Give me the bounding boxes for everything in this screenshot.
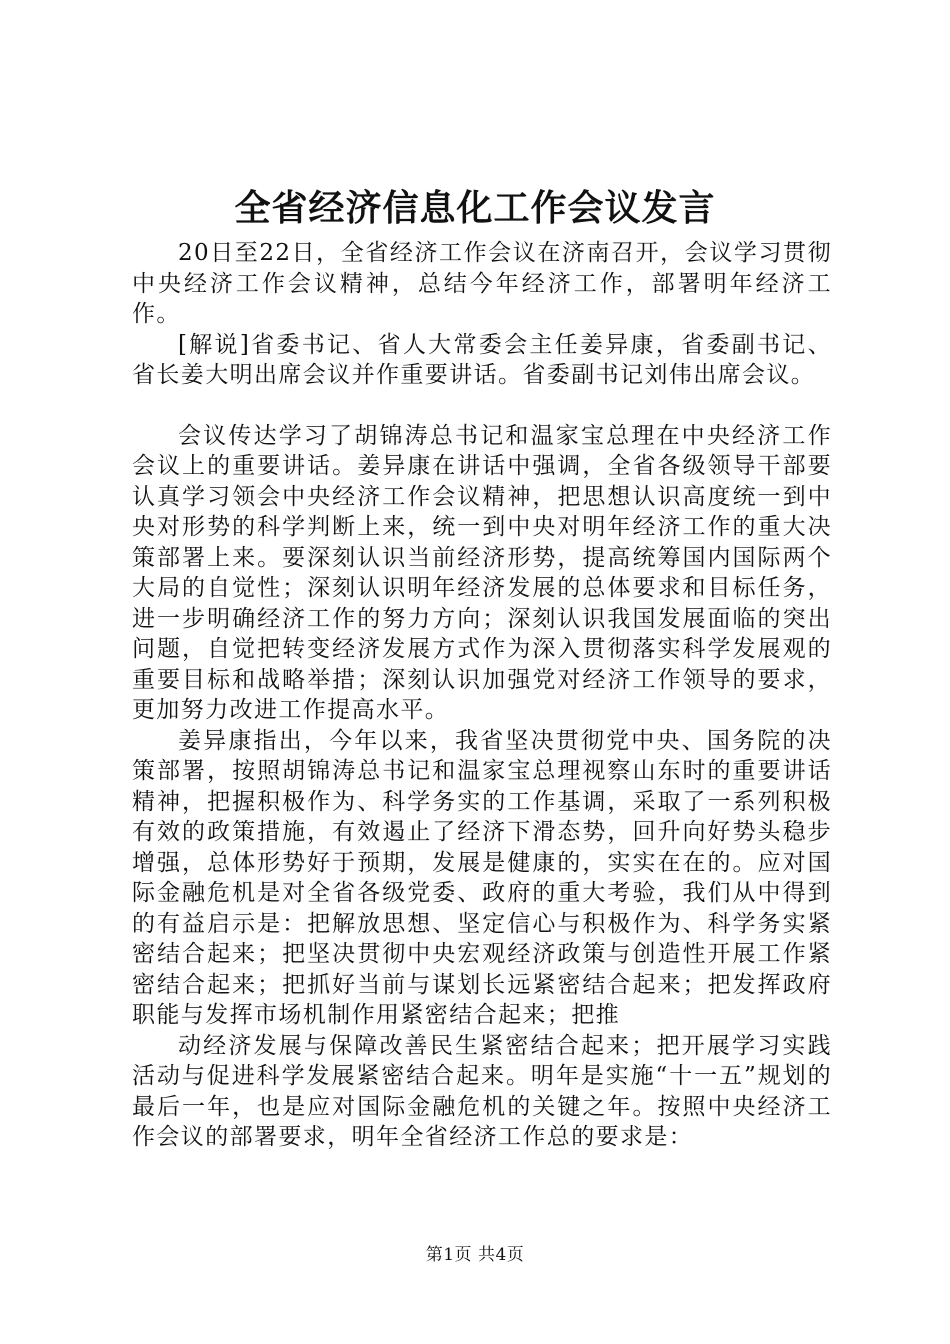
paragraph-3: 会议传达学习了胡锦涛总书记和温家宝总理在中央经济工作会议上的重要讲话。姜异康在讲话中强调，全省各级领导干部要认真学习领会中央经济工作会议精神，把思想认识高度统一到中央对形势的科学判断上来，统一到中央对明年经济工作的重大决策部署上来。要深刻认识当前经济形势，提高统筹国内国际两个大局的自觉性；深刻认识明年经济发展的总体要求和目标任务，进一步明确经济工作的努力方向；深刻认识我国发展面临的突出问题，自觉把转变经济发展方式作为深入贯彻落实科学发展观的重要目标和战略举措；深刻认识加强党对经济工作领导的要求，更加努力改进工作提高水平。 xyxy=(132,422,832,723)
document-body xyxy=(132,238,832,1153)
paragraph-2: [解说]省委书记、省人大常委会主任姜异康，省委副书记、省长姜大明出席会议并作重要讲话。省委副书记刘伟出席会议。 xyxy=(132,331,832,388)
document-title: 全省经济信息化工作会议发言 xyxy=(234,187,716,229)
paragraph-1: 20日至22日，全省经济工作会议在济南召开，会议学习贯彻中央经济工作会议精神，总结今年经济工作，部署明年经济工作。 xyxy=(132,240,832,327)
page-number-footer: 第1页 共4页 xyxy=(425,1245,525,1265)
paragraph-5: 动经济发展与保障改善民生紧密结合起来；把开展学习实践活动与促进科学发展紧密结合起来。明年是实施“十一五”规划的最后一年，也是应对国际金融危机的关键之年。按照中央经济工作会议的部署要求，明年全省经济工作总的要求是： xyxy=(132,1032,832,1150)
paragraph-gap xyxy=(132,391,832,421)
paragraph-4: 姜异康指出，今年以来，我省坚决贯彻党中央、国务院的决策部署，按照胡锦涛总书记和温家宝总理视察山东时的重要讲话精神，把握积极作为、科学务实的工作基调，采取了一系列积极有效的政策措施，有效遏止了经济下滑态势，回升向好势头稳步增强，总体形势好于预期，发展是健康的，实实在在的。应对国际金融危机是对全省各级党委、政府的重大考验，我们从中得到的有益启示是：把解放思想、坚定信心与积极作为、科学务实紧密结合起来；把坚决贯彻中央宏观经济政策与创造性开展工作紧密结合起来；把抓好当前与谋划长远紧密结合起来；把发挥政府职能与发挥市场机制作用紧密结合起来；把推 xyxy=(132,727,832,1028)
